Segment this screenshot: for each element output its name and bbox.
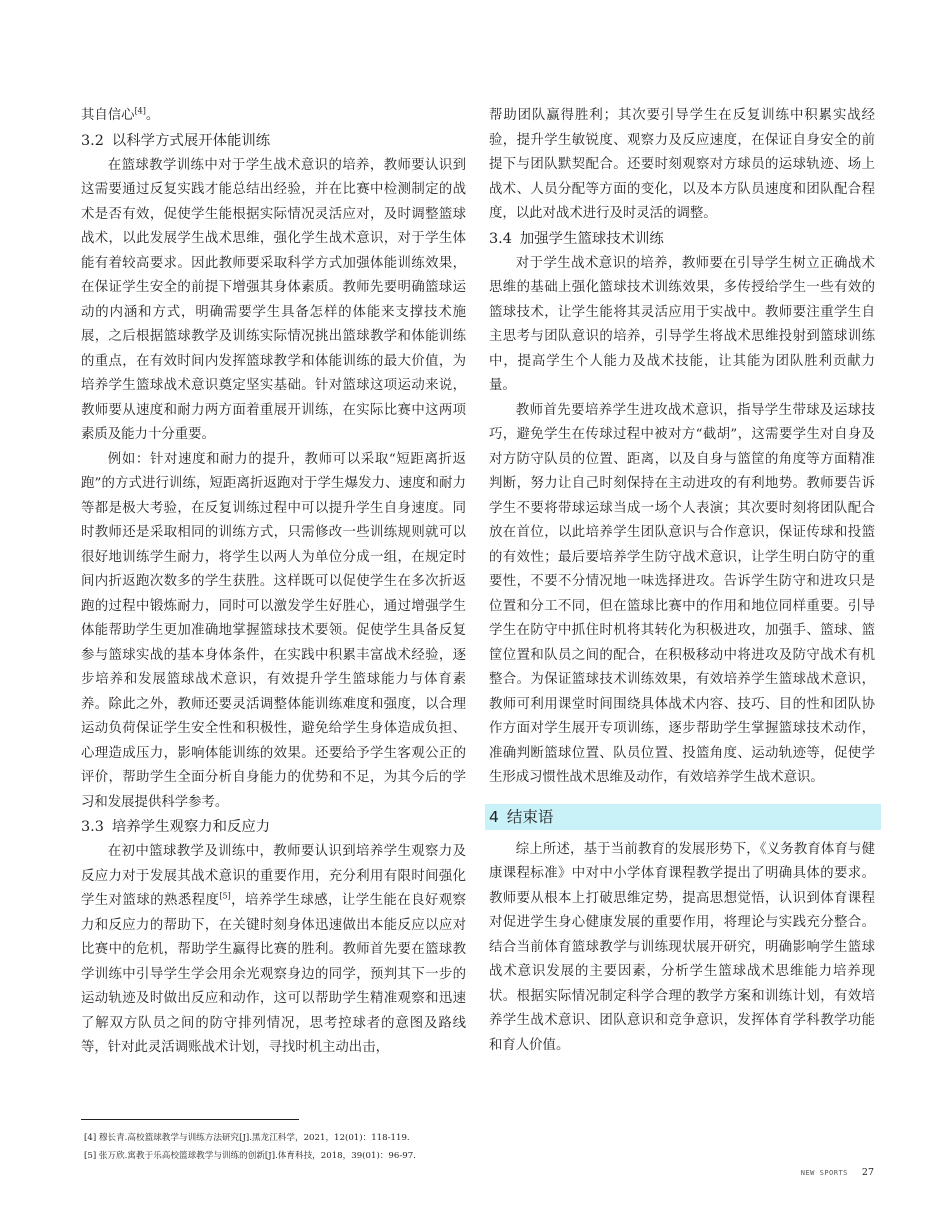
left-column [81, 104, 466, 1061]
continued-paragraph: 帮助团队赢得胜利；其次要引导学生在反复训练中积累实战经验，提升学生敏锐度、观察力及反应速度，在保证自身安全的前提下与团队默契配合。还要时刻观察对方球员的运球轨迹、场上战术、人员分配等方面的变化，以及本方队员速度和团队配合程度，以此对战术进行及时灵活的调整。 [489, 108, 875, 221]
journal-name: NEW SPORTS [800, 1169, 848, 1177]
paragraph: 在初中篮球教学及训练中，教师要认识到培养学生观察力及反应力对于发展其战术意识的重要作用，充分利用有限时间强化学生对篮球的熟悉程度[5]，培养学生球感，让学生能在良好观察力和反应力的帮助下，在关键时刻身体迅速做出本能反应以应对比赛中的危机，帮助学生赢得比赛的胜利。教师首先要在篮球教学训练中引导学生学会用余光观察身边的同学，预判其下一步的运动轨迹及时做出反应和动作，这可以帮助学生精准观察和迅速了解双方队员之间的防守排列情况，思考控球者的意图及路线等，针对此灵活调账战术计划，寻找时机主动出击， [81, 844, 466, 1055]
citation-ref: [5] [219, 891, 231, 901]
right-column [489, 104, 875, 1058]
page-number: 27 [861, 1167, 874, 1178]
section-heading-3-3: 3.3 培养学生观察力和反应力 [81, 819, 271, 835]
footnotes [84, 1129, 584, 1165]
paragraph: 综上所述，基于当前教育的发展形势下，《义务教育体育与健康课程标准》中对中小学体育课程教学提出了明确具体的要求。教师要从根本上打破思维定势，提高思想觉悟，认识到体育课程对促进学生身心健康发展的重要作用，将理论与实践充分整合。结合当前体育篮球教学与训练现状展开研究，明确影响学生篮球战术意识发展的主要因素，分析学生篮球战术思维能力培养现状。根据实际情况制定科学合理的教学方案和训练计划，有效培养学生战术意识、团队意识和竞争意识，发挥体育学科教学功能和育人价值。 [489, 841, 875, 1053]
paragraph: 教师首先要培养学生进攻战术意识，指导学生带球及运球技巧，避免学生在传球过程中被对方“截胡”，这需要学生对自身及对方防守队员的位置、距离，以及自身与篮筐的角度等方面精准判断，努力让自己时刻保持在主动进攻的有利地势。教师要告诉学生不要将带球运球当成一场个人表演；其次要时刻将团队配合放在首位，以此培养学生团队意识与合作意识，保证传球和投篮的有效性；最后要培养学生防守战术意识，让学生明白防守的重要性，不要不分情况地一味选择进攻。告诉学生防守和进攻只是位置和分工不同，但在篮球比赛中的作用和地位同样重要。引导学生在防守中抓住时机将其转化为积极进攻，加强手、篮球、篮筐位置和队员之间的配合，在积极移动中将进攻及防守战术有机整合。为保证篮球技术训练效果，有效培养学生篮球战术意识，教师可利用课堂时间围绕具体战术内容、技巧、目的性和团队协作方面对学生展开专项训练，逐步帮助学生掌握篮球技术动作，准确判断篮球位置、队员位置、投篮角度、运动轨迹等，促使学生形成习惯性战术思维及动作，有效培养学生战术意识。 [489, 402, 875, 785]
paragraph: 例如：针对速度和耐力的提升，教师可以采取“短距离折返跑”的方式进行训练，短距离折返跑对于学生爆发力、速度和耐力等都是极大考验，在反复训练过程中可以提升学生自身速度。同时教师还是采取相同的训练方式，只需修改一些训练规则就可以很好地训练学生耐力，将学生以两人为单位分成一组，在规定时间内折返跑次数多的学生获胜。这样既可以促使学生在多次折返跑的过程中锻炼耐力，同时可以激发学生好胜心，通过增强学生体能帮助学生更加准确地掌握篮球技术要领。促使学生具备反复参与篮球实战的基本身体条件，在实践中积累丰富战术经验，逐步培养和发展篮球战术意识，有效提升学生篮球能力与体育素养。除此之外，教师还要灵活调整体能训练难度和强度，以合理运动负荷保证学生安全性和积极性，避免给学生身体造成负担、心理造成压力，影响体能训练的效果。还要给予学生客观公正的评价，帮助学生全面分析自身能力的优势和不足，为其今后的学习和发展提供科学参考。 [81, 451, 466, 810]
section-heading-4: 4 结束语 [485, 804, 881, 830]
citation-ref: [4] [134, 106, 146, 116]
continued-paragraph: 其自信心[4]。 [81, 106, 160, 123]
footnote-item: [4] 穆长青.高校篮球教学与训练方法研究[J].黑龙江科学，2021，12(01)：118-119. [84, 1133, 410, 1143]
section-heading-3-4: 3.4 加强学生篮球技术训练 [489, 230, 664, 247]
footnote-divider [81, 1119, 299, 1120]
paragraph: 在篮球教学训练中对于学生战术意识的培养，教师要认识到这需要通过反复实践才能总结出经验，并在比赛中检测制定的战术是否有效，促使学生能根据实际情况灵活应对，及时调整篮球战术，以此发展学生战术思维，强化学生战术意识，对于学生体能有着较高要求。因此教师要采取科学方式加强体能训练效果，在保证学生安全的前提下增强其身体素质。教师先要明确篮球运动的内涵和方式，明确需要学生具备怎样的体能来支撑技术施展，之后根据篮球教学及训练实际情况挑出篮球教学和体能训练的重点，在有效时间内发挥篮球教学和体能训练的最大价值，为培养学生篮球战术意识奠定坚实基础。针对篮球这项运动来说，教师要从速度和耐力两方面着重展开训练，在实际比赛中这两项素质及能力十分重要。 [81, 157, 466, 442]
page-footer [801, 1167, 874, 1178]
paragraph: 对于学生战术意识的培养，教师要在引导学生树立正确战术思维的基础上强化篮球技术训练效果，多传授给学生一些有效的篮球技术，让学生能将其灵活应用于实战中。教师要注重学生自主思考与团队意识的培养，引导学生将战术思维投射到篮球训练中，提高学生个人能力及战术技能，让其能为团队胜利贡献力量。 [489, 255, 875, 393]
section-heading-3-2: 3.2 以科学方式展开体能训练 [81, 132, 271, 149]
footnote-item: [5] 张万欣.寓教于乐高校篮球教学与训练的创新[J].体育科技，2018，39(01)：96-97. [84, 1151, 416, 1161]
